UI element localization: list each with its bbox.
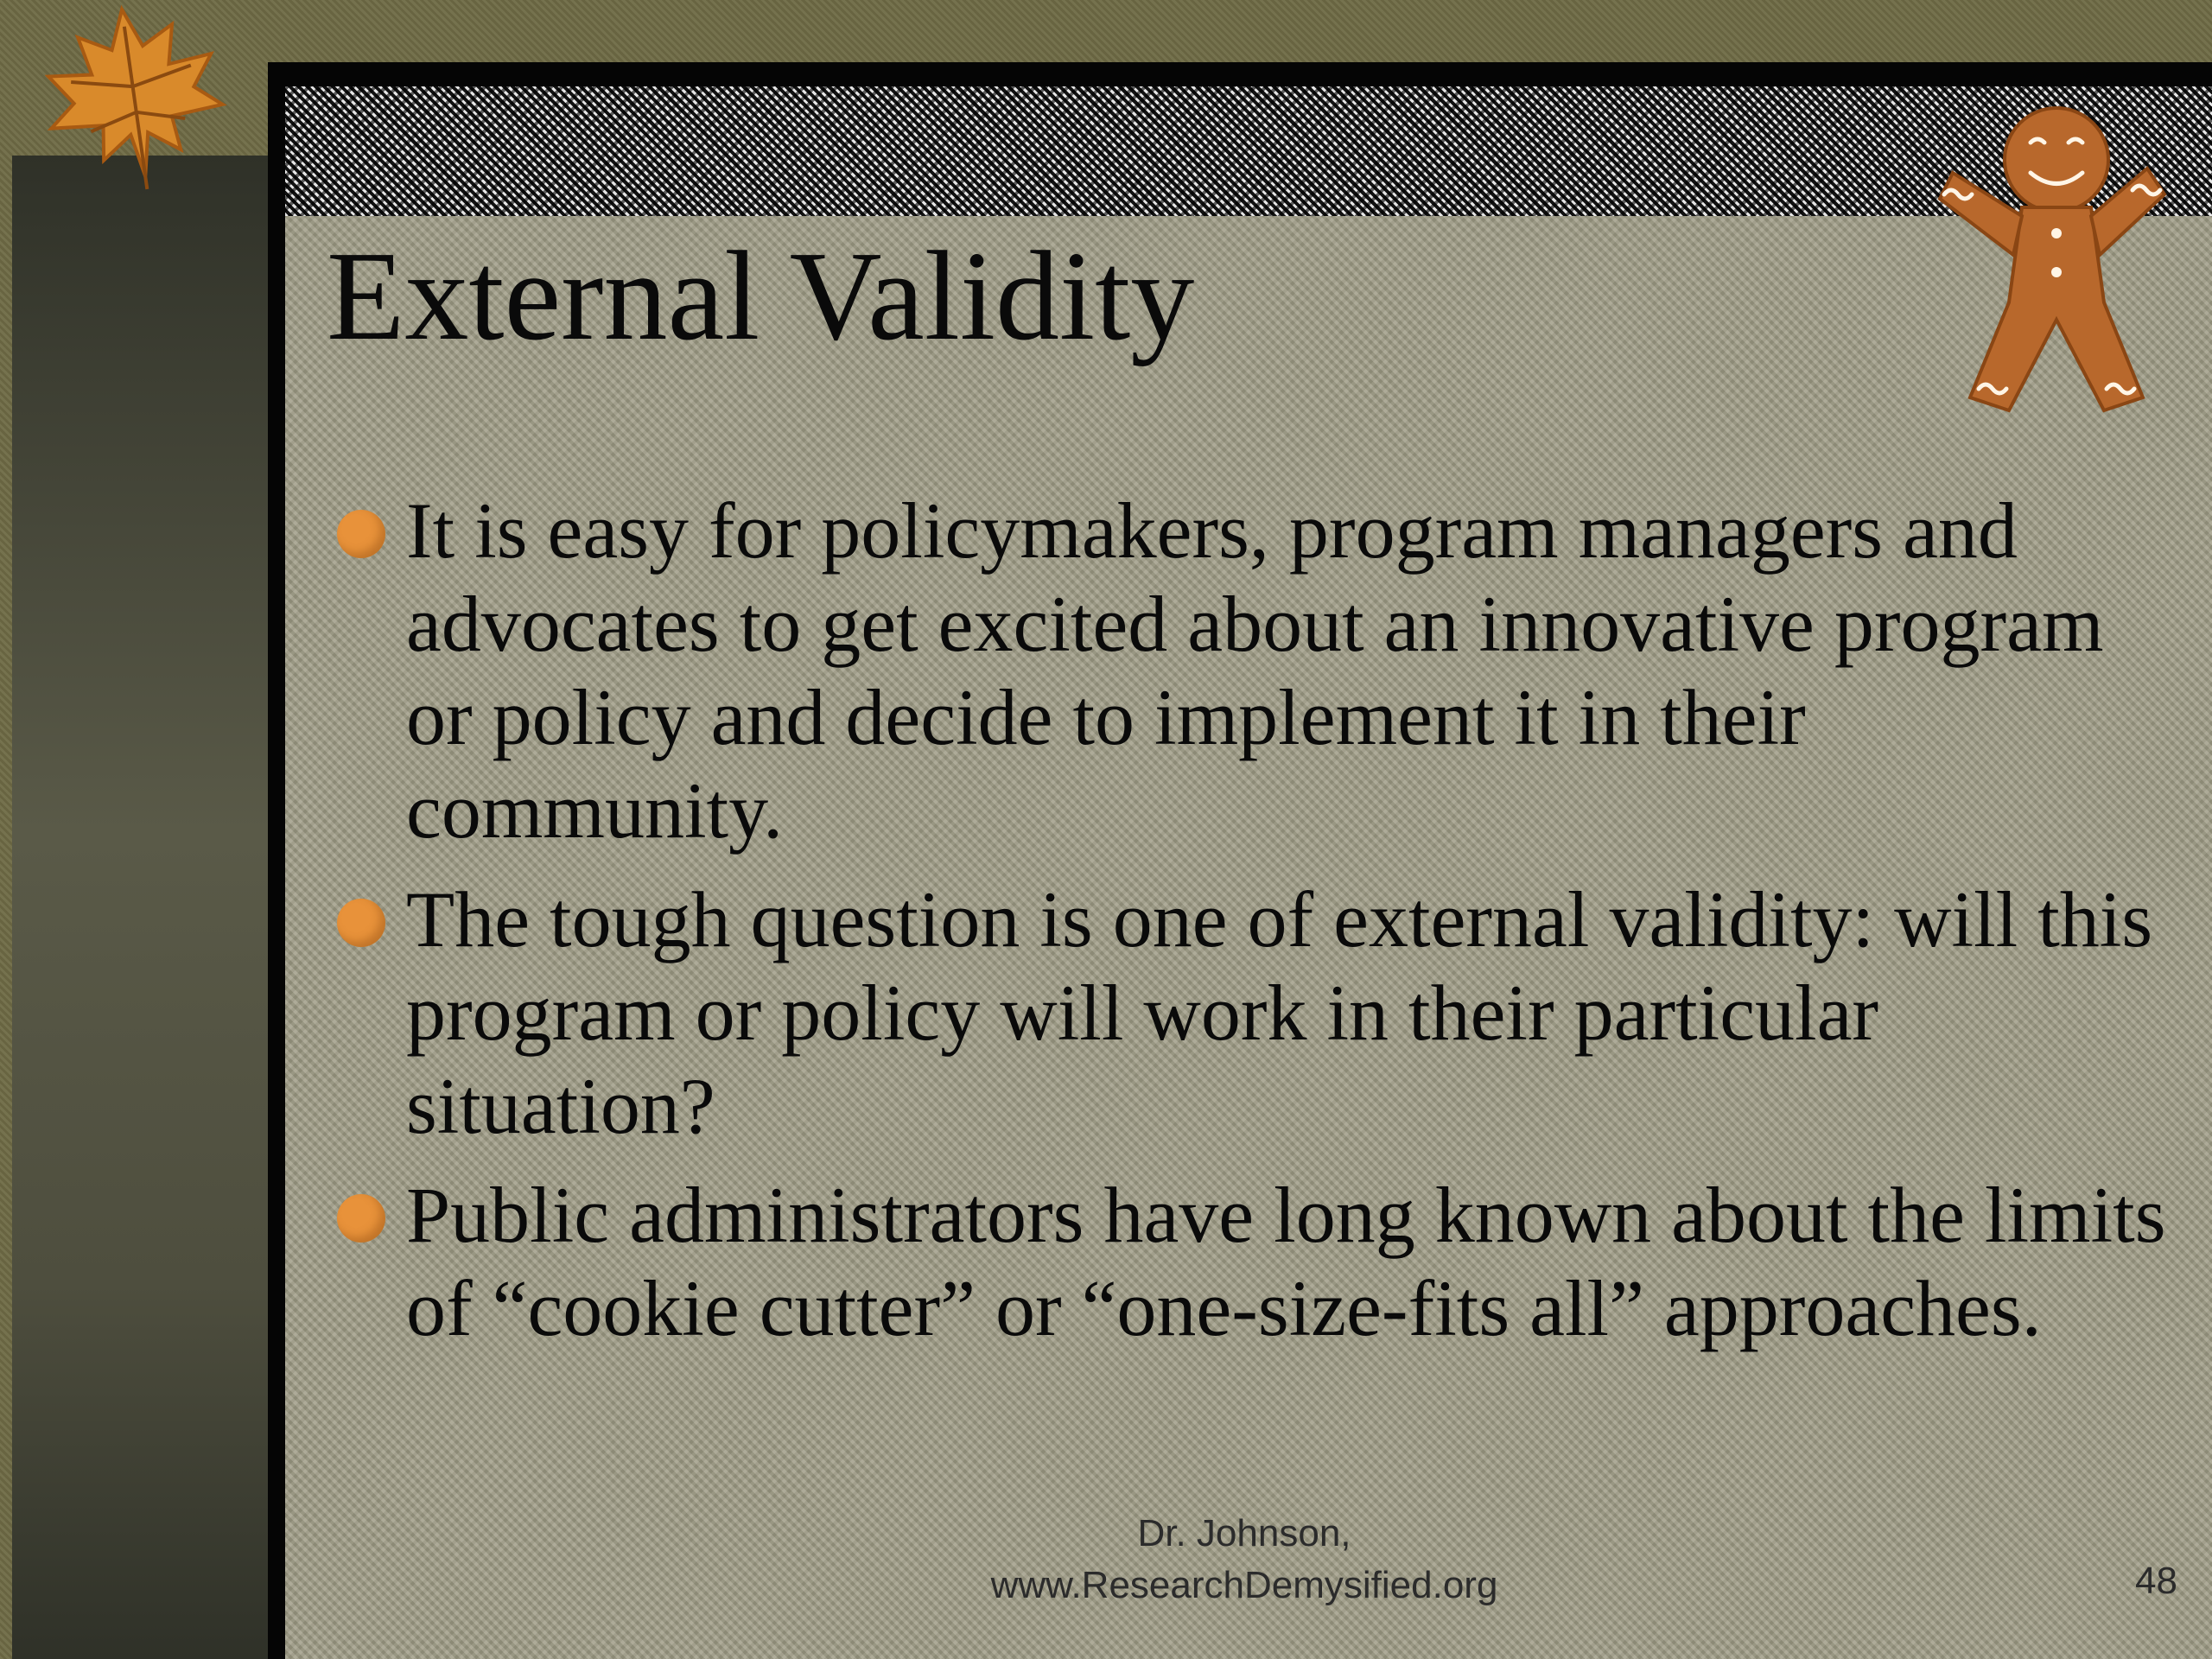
bullet-item <box>406 1168 2169 1355</box>
header-banner <box>285 86 2212 216</box>
bullet-text: Public administrators have long known about the limits of “cookie cutter” or “one-size-fits all” approaches. <box>406 1171 2166 1352</box>
bullet-text: The tough question is one of external validity: will this program or policy will work in their particular situation? <box>406 875 2153 1150</box>
bullet-dot-icon <box>337 510 385 558</box>
footer-author: Dr. Johnson, <box>1137 1512 1351 1554</box>
slide-footer <box>933 1508 1555 1611</box>
gingerbread-man-icon <box>1927 104 2169 423</box>
footer-website: www.ResearchDemysified.org <box>990 1564 1498 1606</box>
bullet-dot-icon <box>337 899 385 947</box>
bullet-item <box>406 873 2169 1153</box>
left-decorative-bar <box>12 156 271 1659</box>
page-number: 48 <box>2135 1560 2177 1602</box>
bullet-list <box>406 484 2169 1370</box>
slide-title: External Validity <box>327 226 1195 367</box>
bullet-dot-icon <box>337 1194 385 1243</box>
bullet-item <box>406 484 2169 857</box>
bullet-text: It is easy for policymakers, program managers and advocates to get excited about an innovative program or policy and decide to implement it in their community. <box>406 486 2104 855</box>
maple-leaf-icon <box>17 0 251 199</box>
